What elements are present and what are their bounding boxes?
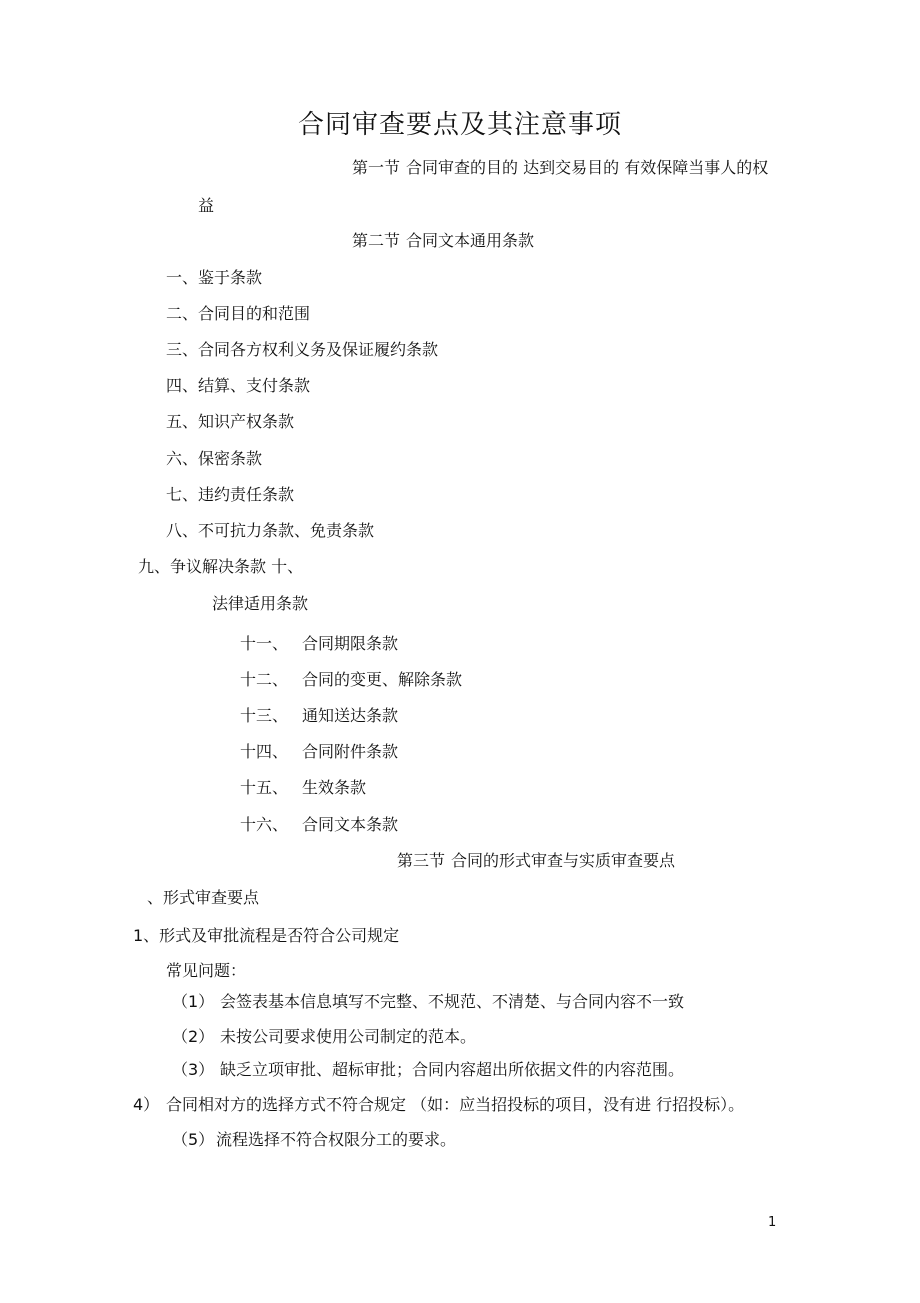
problem-num: （3）	[172, 1060, 215, 1079]
clause-item: 五、知识产权条款	[166, 412, 295, 431]
clause-text: 通知送达条款	[302, 706, 399, 725]
clause-item: 六、保密条款	[166, 449, 263, 468]
section-2-text: 合同文本通用条款	[406, 231, 535, 250]
clause-item: 四、结算、支付条款	[166, 376, 311, 395]
clause-10-wrap: 法律适用条款	[212, 594, 309, 613]
clause-item: 七、违约责任条款	[166, 485, 295, 504]
problem-text: 未按公司要求使用公司制定的范本。	[220, 1027, 477, 1046]
section-2-heading	[352, 231, 534, 251]
clause-num: 十三、	[240, 706, 289, 725]
problem-item	[172, 1060, 684, 1080]
clause-num: 十四、	[240, 742, 289, 761]
problem-text: 合同相对方的选择方式不符合规定 （如：应当招投标的项目，没有进 行招投标）。	[166, 1095, 745, 1114]
clause-text: 生效条款	[302, 778, 367, 797]
clause-text: 合同的变更、解除条款	[302, 670, 463, 689]
problem-item-4	[133, 1095, 744, 1115]
problem-item-5	[172, 1130, 456, 1150]
section-3-label: 第三节	[397, 851, 446, 870]
section-1-label: 第一节	[352, 158, 401, 177]
problem-text: 流程选择不符合权限分工的要求。	[216, 1130, 457, 1149]
clause-num: 十一、	[240, 634, 289, 653]
clause-late-item	[240, 670, 462, 690]
problem-item	[172, 992, 684, 1012]
clause-item: 一、鉴于条款	[166, 268, 263, 287]
clause-text: 合同文本条款	[302, 815, 399, 834]
clause-text: 合同期限条款	[302, 634, 399, 653]
problem-num: （1）	[172, 992, 215, 1011]
clause-item: 八、不可抗力条款、免责条款	[166, 521, 375, 540]
clause-num: 十二、	[240, 670, 289, 689]
clause-item: 二、合同目的和范围	[166, 304, 311, 323]
section-1-text: 合同审查的目的 达到交易目的 有效保障当事人的权	[406, 158, 769, 177]
clause-late-item	[240, 634, 398, 654]
clause-late-item	[240, 742, 398, 762]
form-review-item-1: 1、形式及审批流程是否符合公司规定	[133, 926, 400, 945]
section-3-text: 合同的形式审查与实质审查要点	[451, 851, 676, 870]
common-problems-label: 常见问题：	[166, 961, 247, 980]
page-number: 1	[768, 1215, 777, 1230]
problem-num: 4）	[133, 1095, 160, 1114]
document-title: 合同审查要点及其注意事项	[297, 110, 622, 140]
problem-text: 缺乏立项审批、超标审批；合同内容超出所依据文件的内容范围。	[220, 1060, 685, 1079]
clause-num: 十五、	[240, 778, 289, 797]
problem-num: （5）	[172, 1130, 215, 1149]
form-review-heading: 、形式审查要点	[147, 888, 260, 907]
clause-late-item	[240, 778, 366, 798]
problem-num: （2）	[172, 1027, 215, 1046]
clause-9: 九、争议解决条款 十、	[138, 557, 304, 576]
clause-text: 合同附件条款	[302, 742, 399, 761]
problem-text: 会签表基本信息填写不完整、不规范、不清楚、与合同内容不一致	[220, 992, 685, 1011]
clause-num: 十六、	[240, 815, 289, 834]
section-1-wrap: 益	[198, 196, 215, 215]
clause-item: 三、合同各方权利义务及保证履约条款	[166, 340, 439, 359]
section-1-heading	[352, 158, 768, 178]
clause-late-item	[240, 815, 398, 835]
section-2-label: 第二节	[352, 231, 401, 250]
problem-item	[172, 1027, 476, 1047]
clause-late-item	[240, 706, 398, 726]
section-3-heading	[397, 851, 675, 871]
